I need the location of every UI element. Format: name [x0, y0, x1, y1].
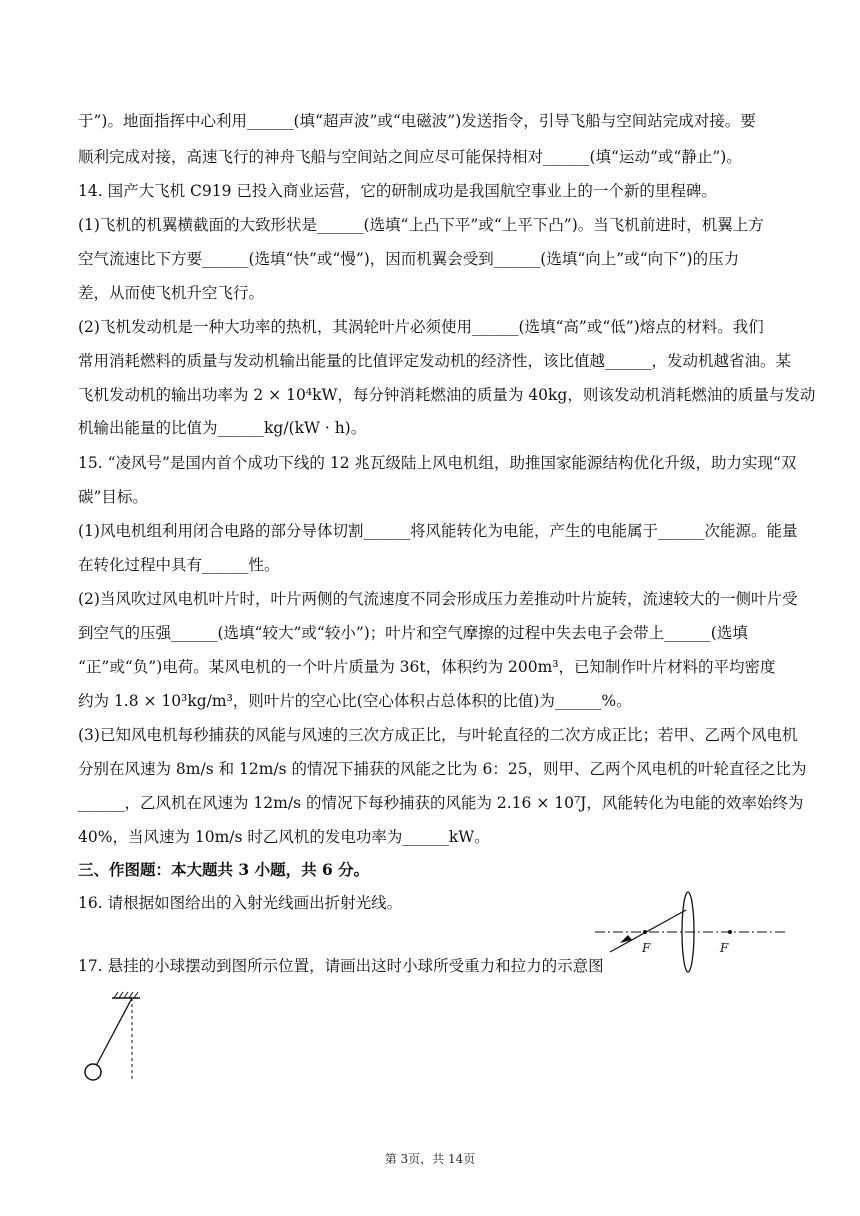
question-16: 16. 请根据如图给出的入射光线画出折射光线。 [78, 894, 403, 912]
section-heading: 三、作图题：本大题共 3 小题，共 6 分。 [78, 860, 370, 879]
question-17: 17. 悬挂的小球摆动到图所示位置，请画出这时小球所受重力和拉力的示意图 [78, 957, 604, 975]
text-line: 40%，当风速为 10m/s 时乙风机的发电功率为______kW。 [78, 828, 490, 846]
text-line: 差，从而使飞机升空飞行。 [78, 284, 265, 302]
text-line: (2)当风吹过风电机叶片时，叶片两侧的气流速度不同会形成压力差推动叶片旋转，流速较大的一侧叶片受 [78, 590, 798, 608]
text-line: 到空气的压强______(选填“较大”或“较小”)；叶片和空气摩擦的过程中失去电子会带上______(选填 [78, 624, 748, 642]
text-line: “正”或“负”)电荷。某风电机的一个叶片质量为 36t，体积约为 200m³，已知制作叶片材料的平均密度 [78, 658, 776, 676]
ceiling-hatching [114, 992, 138, 998]
lens-diagram [590, 880, 790, 980]
text-line: 约为 1.8 × 10³kg/m³，则叶片的空心比(空心体积占总体积的比值)为______%。 [78, 692, 632, 710]
focus-point-right [728, 930, 732, 934]
text-line: 飞机发动机的输出功率为 2 × 10⁴kW，每分钟消耗燃油的质量为 40kg，则该发动机消耗燃油的质量与发动 [78, 386, 816, 404]
text-line: 于”)。地面指挥中心利用______(填“超声波”或“电磁波”)发送指令，引导飞船与空间站完成对接。要 [78, 112, 756, 130]
text-line: (1)风电机组利用闭合电路的部分导体切割______将风能转化为电能，产生的电能属于______次能源。能量 [78, 522, 798, 540]
text-line: (1)飞机的机翼横截面的大致形状是______(选填“上凸下平”或“上平下凸”)。当飞机前进时，机翼上方 [78, 216, 764, 234]
text-line: 碳”目标。 [78, 488, 148, 506]
page-footer: 第 3页，共 14页 [384, 1152, 476, 1166]
focus-label-right: F [720, 941, 729, 955]
ball [85, 1064, 101, 1080]
text-line: 常用消耗燃料的质量与发动机输出能量的比值评定发动机的经济性，该比值越______，发动机越省油。某 [78, 352, 792, 370]
text-line: 顺利完成对接，高速飞行的神舟飞船与空间站之间应尽可能保持相对______(填“运动”或“静止”)。 [78, 148, 742, 166]
text-line: 分别在风速为 8m/s 和 12m/s 的情况下捕获的风能之比为 6：25，则甲、乙两个风电机的叶轮直径之比为 [78, 760, 807, 778]
question-15: 15. “凌风号”是国内首个成功下线的 12 兆瓦级陆上风电机组，助推国家能源结构优化升级，助力实现“双 [78, 454, 797, 472]
text-line: (2)飞机发动机是一种大功率的热机，其涡轮叶片必须使用______(选填“高”或“低”)熔点的材料。我们 [78, 318, 764, 336]
pendulum-diagram [76, 990, 156, 1090]
question-14: 14. 国产大飞机 C919 已投入商业运营，它的研制成功是我国航空事业上的一个新的里程碑。 [78, 182, 717, 200]
ray-arrow [620, 935, 632, 943]
string [96, 998, 132, 1066]
text-line: 机输出能量的比值为______kg/(kW · h)。 [78, 419, 367, 437]
text-line: (3)已知风电机每秒捕获的风能与风速的三次方成正比，与叶轮直径的二次方成正比；若甲、乙两个风电机 [78, 726, 798, 744]
text-line: 在转化过程中具有______性。 [78, 556, 280, 574]
text-line: ______，乙风机在风速为 12m/s 的情况下每秒捕获的风能为 2.16 × 10⁷J，风能转化为电能的效率始终为 [78, 794, 804, 812]
text-line: 空气流速比下方要______(选填“快”或“慢”)，因而机翼会受到______(选填“向上”或“向下”)的压力 [78, 250, 740, 268]
focus-point-left [643, 930, 647, 934]
focus-label-left: F [642, 941, 651, 955]
